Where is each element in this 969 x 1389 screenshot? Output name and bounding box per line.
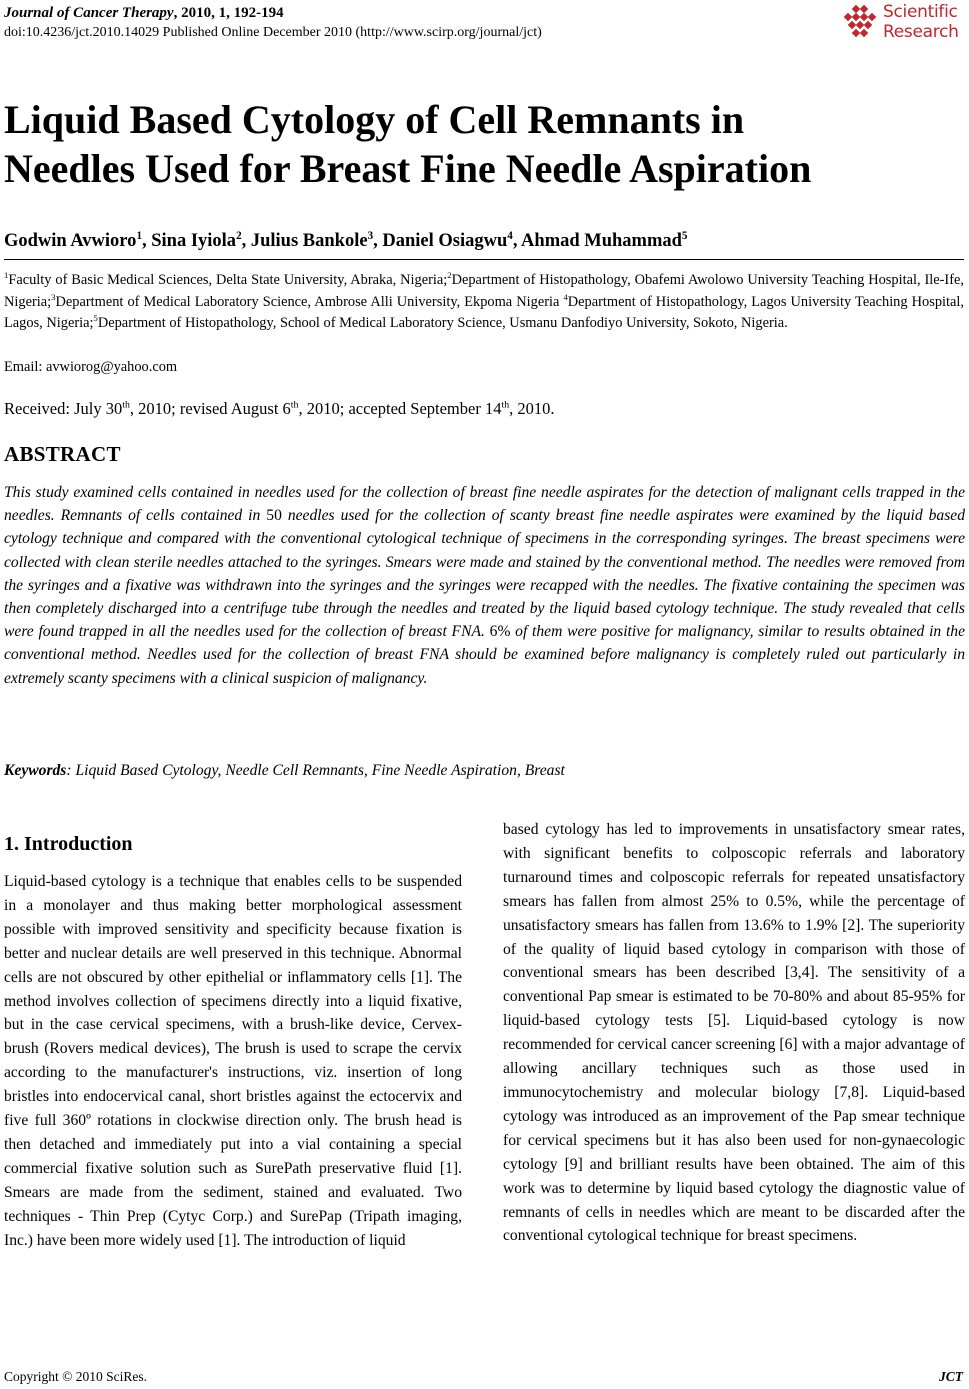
- abstract-heading: ABSTRACT: [4, 442, 121, 466]
- received-dates: Received: July 30th, 2010; revised August 6th, 2010; accepted September 14th, 2010.: [4, 399, 555, 418]
- keywords-label: Keywords: [4, 762, 67, 779]
- keywords: [4, 759, 565, 783]
- footer-journal-abbr: JCT: [938, 1369, 963, 1384]
- affiliation: Department of Histopathology, Obafemi Awolowo University Teaching Hospital, Ile-Ife, Nigeria;: [4, 272, 964, 310]
- affiliation: Department of Histopathology, Lagos University Teaching Hospital, Lagos, Nigeria;: [4, 293, 964, 331]
- header-divider: [4, 259, 964, 260]
- author: Julius Bankole$^3$,: [250, 229, 383, 251]
- doi-line: doi:10.4236/jct.2010.14029 Published Online December 2010 (http://www.scirp.org/journal/jct): [4, 25, 542, 40]
- author: Ahmad Muhammad$^5$: [521, 229, 688, 251]
- corresponding-email[interactable]: Email: avwiorog@yahoo.com: [4, 359, 178, 375]
- affiliation: Department of Histopathology, School of Medical Laboratory Science, Usmanu Danfodiyo University, Sokoto, Nigeria.: [97, 315, 788, 331]
- author: Daniel Osiagwu$^4$,: [382, 229, 522, 251]
- affiliations: $^1$Faculty of Basic Medical Sciences, Delta State University, Abraka, Nigeria;$^2$Department of Histopathology, Obafemi Awolowo University Teaching Hospital, Ile-Ife, Nigeria;$^3$Department of Medical Laboratory Science, Ambrose Alli University, Ekpoma Nigeria $^4$Department of Histopathology, Lagos University Teaching Hospital, Lagos, Nigeria;$^5$Department of Histopathology, School of Medical Laboratory Science, Usmanu Danfodiyo University, Sokoto, Nigeria.: [4, 270, 964, 331]
- paper-title: [4, 95, 964, 193]
- footer-copyright: Copyright © 2010 SciRes.: [4, 1369, 148, 1384]
- publisher-logo-text: [883, 2, 959, 42]
- journal-name: Journal of Cancer Therapy: [4, 5, 174, 21]
- title-line-1: Liquid Based Cytology of Cell Remnants in: [4, 97, 745, 142]
- keywords-list: : Liquid Based Cytology, Needle Cell Remnants, Fine Needle Aspiration, Breast: [66, 762, 565, 779]
- section-heading-introduction: 1. Introduction: [4, 833, 133, 855]
- title-line-2: Needles Used for Breast Fine Needle Aspiration: [4, 146, 812, 191]
- journal-citation: [4, 4, 284, 22]
- abstract-text: This study examined cells contained in needles used for the collection of breast fine needle aspirates for the detection of malignant cells trapped in the needles. Remnants of cells contained in 50 needles used for the collection of scanty breast fine needle aspirates were examined by the liquid based cytology technique and compared with the conventional cytological technique of specimens in the corresponding syringes. The breast specimens were collected with clean sterile needles attached to the syringes. Smears were made and stained by the conventional method. The needles were removed from the syringes and a fixative was withdrawn into the syringes and the syringes were recapped with the needles. The fixative containing the specimen was then completely discharged into a centrifuge tube through the needles and treated by the liquid based cytology technique. The study revealed that cells were found trapped in all the needles used for the collection of breast FNA. 6% of them were positive for malignancy, similar to results obtained in the conventional method. Needles used for the collection of breast FNA should be examined before malignancy is completely ruled out particularly in extremely scanty specimens with a clinical suspicion of malignancy.: [4, 484, 965, 687]
- journal-volume-pages: , 2010, 1, 192-194: [173, 5, 284, 21]
- affiliation: Department of Medical Laboratory Science, Ambrose Alli University, Ekpoma Nigeria: [55, 293, 564, 310]
- author: Godwin Avwioro$^1$,: [4, 229, 152, 251]
- logo-line-1: Scientific: [883, 2, 958, 22]
- introduction-left-column: Liquid-based cytology is a technique that enables cells to be suspended in a monolayer and thus making better morphological assessment possible with improved sensitivity and specificity because fixation is better and nuclear details are well preserved in this technique. Abnormal cells are not obscured by other epithelial or inflammatory cells [1]. The method involves collection of specimens directly into a liquid fixative, but in the case cervical specimens, with a brush-like device, Cervex-brush (Rovers medical devices), The brush is used to scrape the cervix according to the manufacturer's instructions, viz. insertion of long bristles into endocervical canal, short bristles against the ectocervix and five full 360º rotations in clockwise direction only. The brush head is then detached and immediately put into a vial containing a special commercial fixative solution such as SurePath preservative fluid [1]. Smears are made from the sediment, stained and evaluated. Two techniques - Thin Prep (Cytyc Corp.) and SurePap (Tripath imaging, Inc.) have been more widely used [1]. The introduction of liquid: [4, 873, 462, 1249]
- author: Sina Iyiola$^2$,: [151, 229, 251, 251]
- author-list: [4, 228, 687, 254]
- publisher-logo: [841, 2, 965, 44]
- publisher-logo-icon: [841, 4, 881, 42]
- logo-line-2: Research: [883, 22, 959, 42]
- affiliation: Faculty of Basic Medical Sciences, Delta State University, Abraka, Nigeria;: [8, 272, 448, 288]
- introduction-right-column: based cytology has led to improvements in unsatisfactory smear rates, with significant benefits to colposcopic referrals and laboratory turnaround times and colposcopic referrals for repeated unsatisfactory smears has fallen from almost 25% to 0.5%, while the percentage of unsatisfactory smears has fallen from 13.6% to 1.9% [2]. The superiority of the quality of liquid based cytology in comparison with those of conventional smears has been described [3,4]. The sensitivity of a conventional Pap smear is estimated to be 70-80% and about 85-95% for liquid-based cytology tests [5]. Liquid-based cytology is now recommended for cervical cancer screening [6] with a major advantage of allowing ancillary techniques such as those used in immunocytochemistry and molecular biology [7,8]. Liquid-based cytology was introduced as an improvement of the Pap smear technique for cervical specimens but it has also been used for non-gynaecologic cytology [9] and brilliant results have been obtained. The aim of this work was to determine by liquid based cytology the diagnostic value of remnants of cells in needles which are meant to be discarded after the conventional cytological technique for breast specimens.: [503, 821, 965, 1245]
